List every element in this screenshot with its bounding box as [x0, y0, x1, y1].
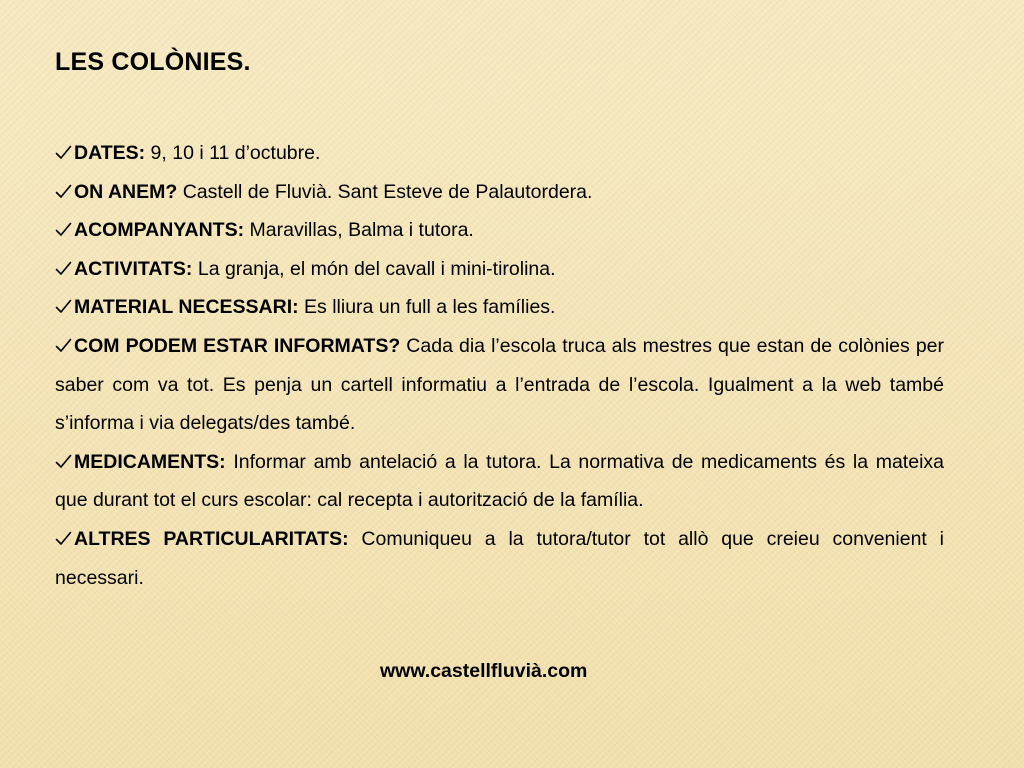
checkmark-icon [55, 299, 74, 313]
checkmark-icon [55, 338, 74, 352]
info-list [55, 134, 944, 597]
item-text: Es lliura un full a les famílies. [298, 296, 556, 319]
slide-title: LES COLÒNIES. [55, 48, 251, 76]
list-item-material [55, 288, 944, 327]
list-item-other [55, 520, 944, 597]
item-text: La granja, el món del cavall i mini-tirolina. [192, 257, 556, 280]
item-text: Castell de Fluvià. Sant Esteve de Palautordera. [177, 180, 593, 203]
item-label: ON ANEM? [74, 180, 178, 203]
item-label: ACOMPANYANTS: [74, 219, 245, 242]
checkmark-icon [55, 261, 74, 275]
checkmark-icon [55, 531, 74, 545]
list-item-companions [55, 211, 944, 250]
website-url: www.castellfluvià.com [380, 660, 588, 682]
list-item-destination [55, 173, 944, 212]
list-item-activities [55, 250, 944, 289]
item-label: ALTRES PARTICULARITATS: [74, 527, 349, 550]
item-text: Comuniqueu a la tutora/tutor tot allò que creieu convenient i necessari. [55, 527, 944, 589]
list-item-information [55, 327, 944, 443]
item-label: ACTIVITATS: [74, 257, 193, 280]
item-text: Informar amb antelació a la tutora. La normativa de medicaments és la mateixa que durant tot el curs escolar: cal recepta i autorització de la família. [55, 450, 944, 512]
item-label: MEDICAMENTS: [74, 450, 226, 473]
item-label: COM PODEM ESTAR INFORMATS? [74, 334, 401, 357]
checkmark-icon [55, 145, 74, 159]
checkmark-icon [55, 454, 74, 468]
list-item-dates [55, 134, 944, 173]
item-label: DATES: [74, 142, 146, 164]
item-text: Maravillas, Balma i tutora. [244, 219, 474, 242]
checkmark-icon [55, 184, 74, 198]
item-label: MATERIAL NECESSARI: [74, 296, 299, 319]
checkmark-icon [55, 222, 74, 236]
item-text: Cada dia l’escola truca als mestres que estan de colònies per saber com va tot. Es penja un cartell informatiu a l’entrada de l’escola. Igualment a la web també s’informa i via delegats/des també. [55, 334, 944, 435]
list-item-medication [55, 443, 944, 520]
item-text: 9, 10 i 11 d’octubre. [145, 142, 321, 164]
